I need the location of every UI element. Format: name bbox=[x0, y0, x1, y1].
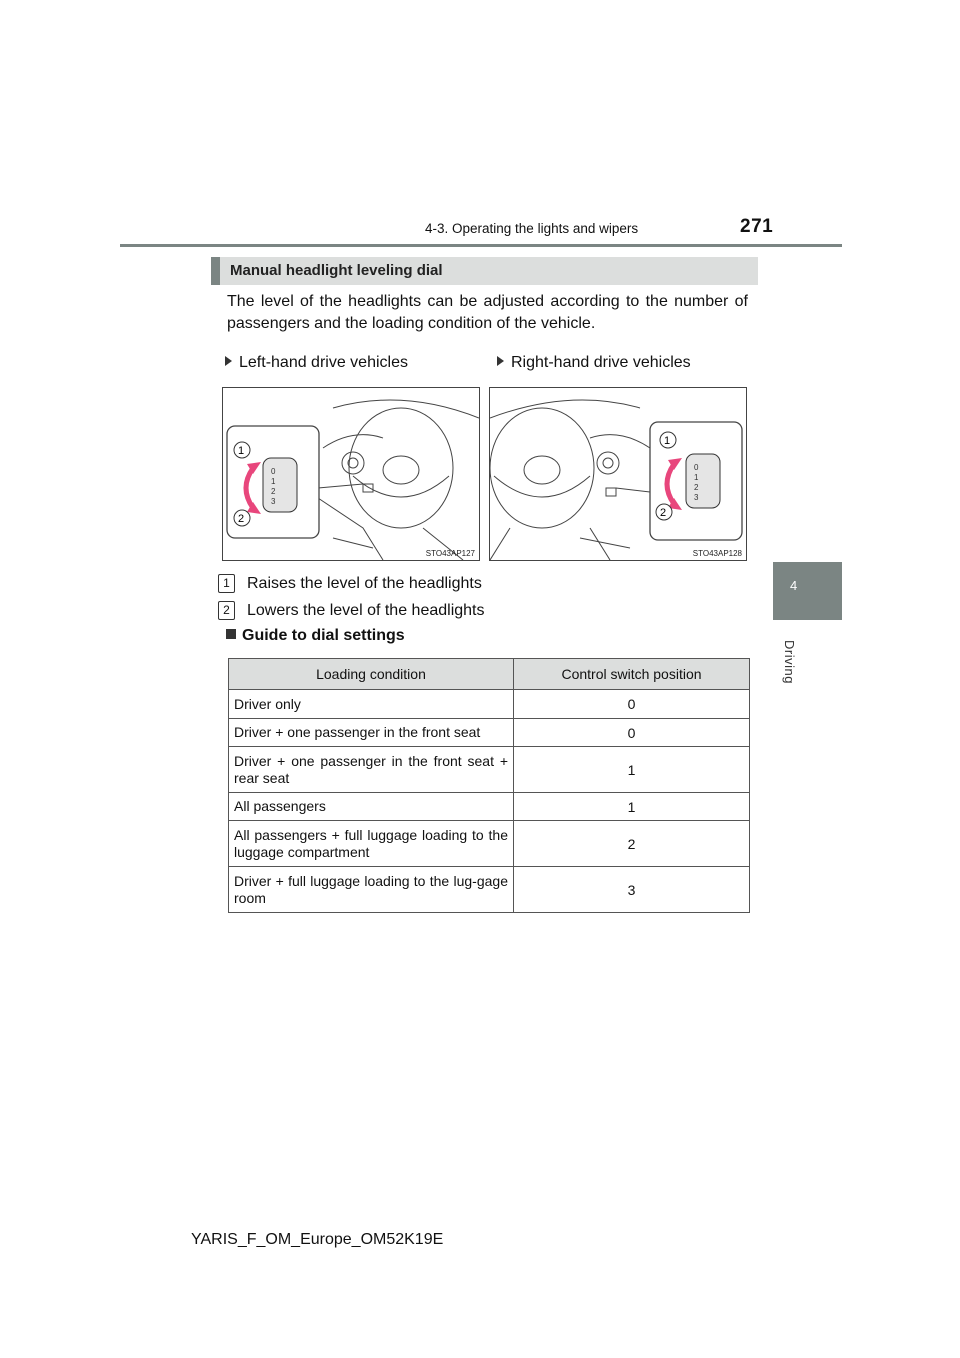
rhd-figure-code: STO43AP128 bbox=[692, 549, 742, 558]
svg-text:0: 0 bbox=[271, 467, 276, 476]
dial-settings-table bbox=[228, 658, 750, 913]
guide-heading bbox=[226, 627, 405, 645]
svg-text:2: 2 bbox=[271, 487, 276, 496]
rhd-illustration bbox=[489, 387, 747, 561]
triangle-bullet-icon bbox=[225, 356, 232, 366]
chapter-label: Driving bbox=[782, 640, 797, 684]
svg-text:1: 1 bbox=[664, 435, 671, 447]
chapter-number: 4 bbox=[790, 578, 798, 593]
position-cell: 1 bbox=[514, 747, 750, 793]
legend-number: 1 bbox=[218, 574, 235, 593]
condition-cell: All passengers bbox=[229, 793, 514, 821]
svg-text:1: 1 bbox=[238, 445, 245, 457]
lhd-figure-code: STO43AP127 bbox=[425, 549, 475, 558]
intro-paragraph: The level of the headlights can be adjusted according to the number of passengers and the loading condition of the vehicle. bbox=[227, 293, 748, 332]
lhd-illustration bbox=[222, 387, 480, 561]
position-cell: 0 bbox=[514, 690, 750, 719]
document-footer: YARIS_F_OM_Europe_OM52K19E bbox=[191, 1231, 444, 1248]
svg-text:2: 2 bbox=[694, 483, 699, 492]
lhd-label-text: Left-hand drive vehicles bbox=[239, 354, 408, 371]
condition-cell: Driver + full luggage loading to the lug-gage room bbox=[229, 867, 514, 913]
position-cell: 2 bbox=[514, 821, 750, 867]
svg-text:0: 0 bbox=[694, 463, 699, 472]
rhd-dashboard-drawing bbox=[490, 388, 746, 560]
header-section-title: 4-3. Operating the lights and wipers bbox=[425, 221, 639, 236]
table-header-row bbox=[229, 659, 750, 690]
rhd-label-text: Right-hand drive vehicles bbox=[511, 354, 691, 371]
rhd-label bbox=[497, 354, 691, 372]
condition-cell: Driver only bbox=[229, 690, 514, 719]
legend-item-raise bbox=[218, 574, 482, 593]
table-row bbox=[229, 793, 750, 821]
table-row bbox=[229, 690, 750, 719]
condition-cell: Driver + one passenger in the front seat + rear seat bbox=[229, 747, 514, 793]
page-number: 271 bbox=[740, 216, 774, 237]
legend-text: Raises the level of the headlights bbox=[247, 575, 482, 592]
chapter-tab bbox=[773, 562, 842, 620]
table-row bbox=[229, 867, 750, 913]
lhd-dashboard-drawing bbox=[223, 388, 479, 560]
section-title: Manual headlight leveling dial bbox=[230, 262, 443, 279]
section-heading bbox=[211, 257, 758, 285]
header-divider bbox=[120, 244, 842, 247]
condition-cell: Driver + one passenger in the front seat bbox=[229, 719, 514, 747]
table-header: Loading condition bbox=[229, 659, 514, 690]
table-row bbox=[229, 719, 750, 747]
legend-item-lower bbox=[218, 601, 484, 620]
table-header: Control switch position bbox=[514, 659, 750, 690]
square-bullet-icon bbox=[226, 629, 236, 639]
svg-text:3: 3 bbox=[694, 493, 699, 502]
svg-text:2: 2 bbox=[238, 513, 245, 525]
triangle-bullet-icon bbox=[497, 356, 504, 366]
position-cell: 0 bbox=[514, 719, 750, 747]
svg-text:1: 1 bbox=[694, 473, 699, 482]
table-row bbox=[229, 821, 750, 867]
svg-text:2: 2 bbox=[660, 507, 667, 519]
position-cell: 1 bbox=[514, 793, 750, 821]
legend-text: Lowers the level of the headlights bbox=[247, 602, 485, 619]
legend-number: 2 bbox=[218, 601, 235, 620]
condition-cell: All passengers + full luggage loading to the luggage compartment bbox=[229, 821, 514, 867]
svg-text:1: 1 bbox=[271, 477, 276, 486]
svg-text:3: 3 bbox=[271, 497, 276, 506]
lhd-label bbox=[225, 354, 408, 372]
table-row bbox=[229, 747, 750, 793]
guide-title: Guide to dial settings bbox=[242, 627, 405, 644]
position-cell: 3 bbox=[514, 867, 750, 913]
